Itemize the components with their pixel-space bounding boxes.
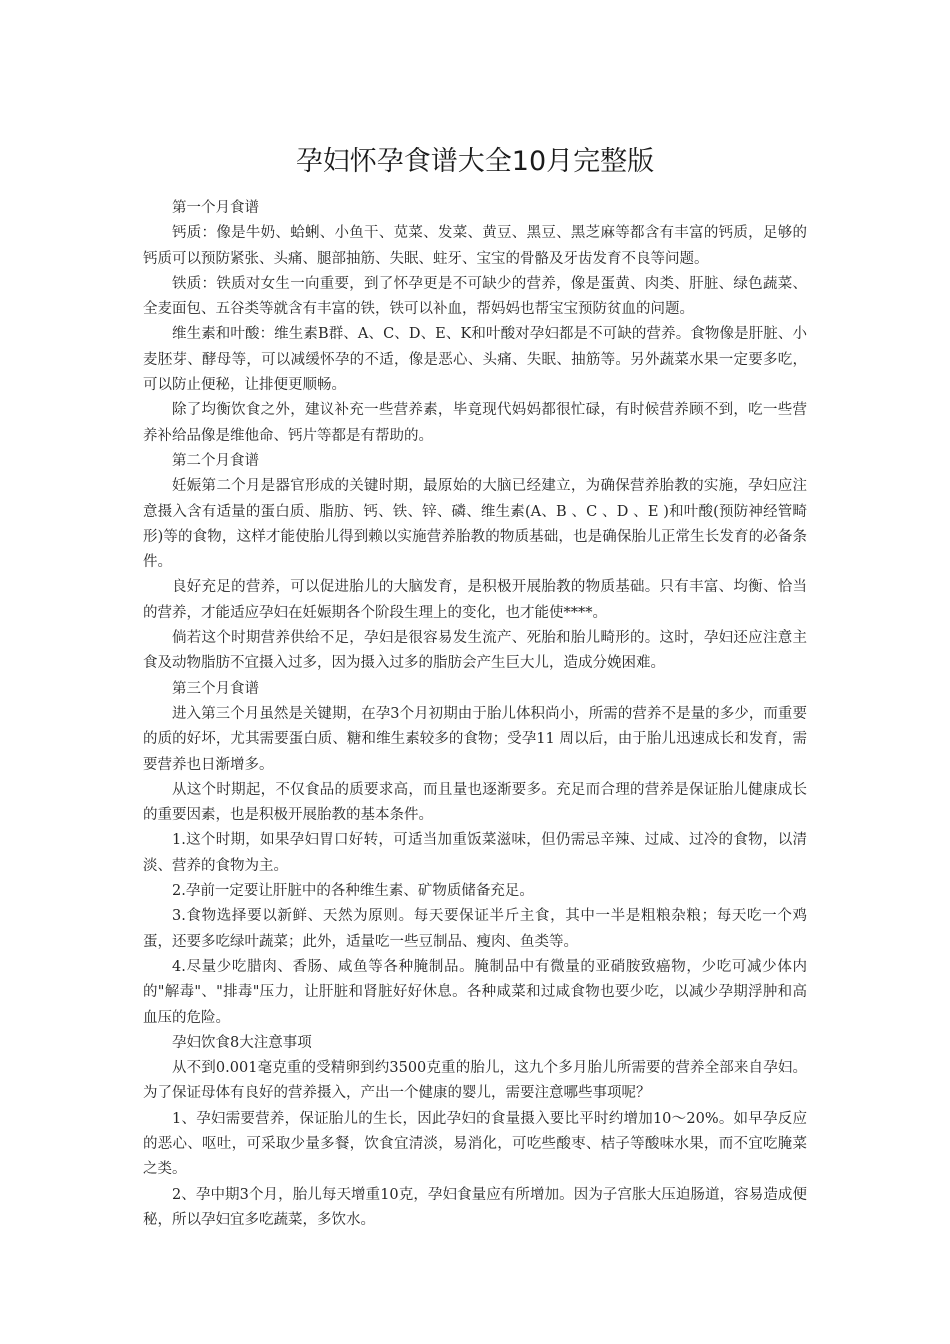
section-heading-month-3: 第三个月食谱 xyxy=(172,680,259,697)
paragraph-month-3-quality: 从这个时期起，不仅食品的质要求高，而且量也逐渐要多。充足而合理的营养是保证胎儿健康成长的重要因素，也是积极开展胎教的基本条件。 xyxy=(143,781,807,824)
paragraph-month-2-nutrition: 良好充足的营养，可以促进胎儿的大脑发育，是积极开展胎教的物质基础。只有丰富、均衡、恰当的营养，才能适应孕妇在妊娠期各个阶段生理上的变化，也才能使****。 xyxy=(143,579,807,621)
tip-item-2: 2、孕中期3个月，胎儿每天增重10克，孕妇食量应有所增加。因为子宫胀大压迫肠道，容易造成便秘，所以孕妇宜多吃蔬菜，多饮水。 xyxy=(143,1186,807,1228)
paragraph-month-3-intro: 进入第三个月虽然是关键期，在孕3个月初期由于胎儿体积尚小，所需的营养不是量的多少，而重要的质的好坏，尤其需要蛋白质、糖和维生素较多的食物；受孕11 周以后，由于胎儿迅速成长和发育，需要营养也日渐增多。 xyxy=(143,705,807,773)
list-item-3: 3.食物选择要以新鲜、天然为原则。每天要保证半斤主食，其中一半是粗粮杂粮；每天吃一个鸡蛋，还要多吃绿叶蔬菜；此外，适量吃一些豆制品、瘦肉、鱼类等。 xyxy=(143,908,807,950)
paragraph-tips-intro: 从不到0.001毫克重的受精卵到约3500克重的胎儿，这九个多月胎儿所需要的营养全部来自孕妇。为了保证母体有良好的营养摄入，产出一个健康的婴儿，需要注意哪些事项呢？ xyxy=(143,1060,807,1102)
paragraph-vitamins: 维生素和叶酸：维生素B群、A、C、D、E、K和叶酸对孕妇都是不可缺的营养。食物像是肝脏、小麦胚芽、酵母等，可以减缓怀孕的不适，像是恶心、头痛、失眠、抽筋等。另外蔬菜水果一定要多吃，可以防止便秘，让排便更顺畅。 xyxy=(143,326,807,394)
list-item-1: 1.这个时期，如果孕妇胃口好转，可适当加重饭菜滋味，但仍需忌辛辣、过咸、过冷的食物，以清淡、营养的食物为主。 xyxy=(143,832,807,874)
paragraph-month-2-risk: 倘若这个时期营养供给不足，孕妇是很容易发生流产、死胎和胎儿畸形的。这时，孕妇还应注意主食及动物脂肪不宜摄入过多，因为摄入过多的脂肪会产生巨大儿，造成分娩困难。 xyxy=(143,630,807,672)
tip-item-1: 1、孕妇需要营养，保证胎儿的生长，因此孕妇的食量摄入要比平时约增加10～20%。如早孕反应的恶心、呕吐，可采取少量多餐，饮食宜清淡，易消化，可吃些酸枣、桔子等酸味水果，而不宜吃腌菜之类。 xyxy=(143,1110,807,1178)
list-item-4: 4.尽量少吃腊肉、香肠、咸鱼等各种腌制品。腌制品中有微量的亚硝胺致癌物，少吃可减少体内的"解毒"、"排毒"压力，让肝脏和肾脏好好休息。各种咸菜和过咸食物也要少吃，以减少孕期浮肿和高血压的危险。 xyxy=(143,958,807,1026)
section-heading-month-1: 第一个月食谱 xyxy=(172,200,259,216)
paragraph-calcium: 钙质：像是牛奶、蛤蜊、小鱼干、苋菜、发菜、黄豆、黑豆、黑芝麻等都含有丰富的钙质，足够的钙质可以预防紧张、头痛、腿部抽筋、失眠、蛀牙、宝宝的骨骼及牙齿发育不良等问题。 xyxy=(143,225,807,267)
section-heading-8-tips: 孕妇饮食8大注意事项 xyxy=(172,1034,312,1051)
paragraph-supplements: 除了均衡饮食之外，建议补充一些营养素，毕竟现代妈妈都很忙碌，有时候营养顾不到，吃一些营养补给品像是维他命、钙片等都是有帮助的。 xyxy=(143,402,807,444)
document-body xyxy=(143,196,807,1233)
paragraph-month-2-intro: 妊娠第二个月是器官形成的关键时期，最原始的大脑已经建立，为确保营养胎教的实施，孕妇应注意摄入含有适量的蛋白质、脂肪、钙、铁、锌、磷、维生素(A、B 、C 、D 、E )和叶酸(预防神经管畸形)等的食物，这样才能使胎儿得到赖以实施营养胎教的物质基础，也是确保胎儿正常生长发育的必备条件。 xyxy=(143,478,807,571)
list-item-2: 2.孕前一定要让肝脏中的各种维生素、矿物质储备充足。 xyxy=(172,883,534,900)
document-title: 孕妇怀孕食谱大全10月完整版 xyxy=(295,146,655,177)
section-heading-month-2: 第二个月食谱 xyxy=(172,452,259,469)
paragraph-iron: 铁质：铁质对女生一向重要，到了怀孕更是不可缺少的营养，像是蛋黄、肉类、肝脏、绿色蔬菜、全麦面包、五谷类等就含有丰富的铁，铁可以补血，帮妈妈也帮宝宝预防贫血的问题。 xyxy=(143,275,807,318)
